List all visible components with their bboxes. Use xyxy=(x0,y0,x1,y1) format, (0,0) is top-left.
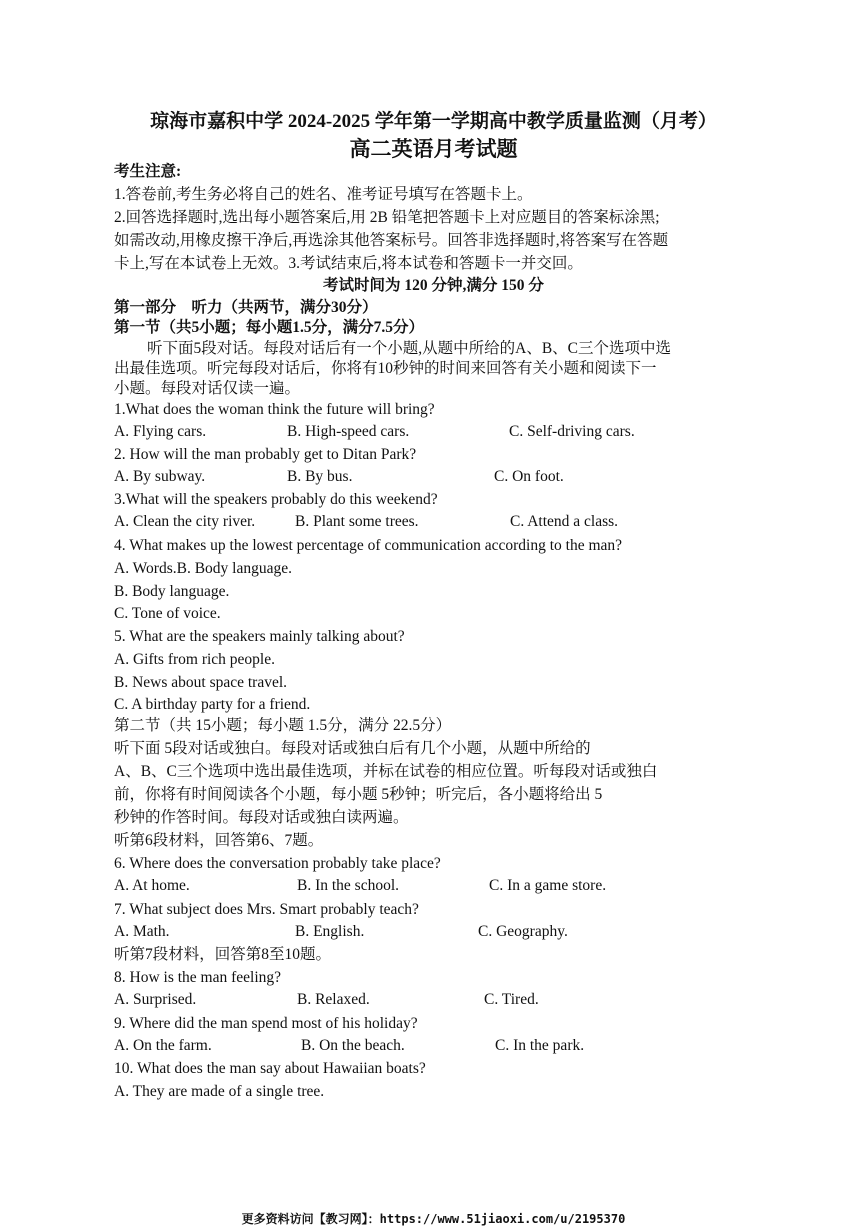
option-b: B. Body language. xyxy=(114,583,230,600)
instruction-line: 听下面5段对话。每段对话后有一个小题,从题中所给的A、B、C三个选项中选 xyxy=(147,340,671,357)
section1-heading: 第一节（共5小题；每小题1.5分，满分7.5分） xyxy=(114,319,425,336)
option-c: C. Self-driving cars. xyxy=(509,423,635,440)
option-c: C. On foot. xyxy=(494,468,564,485)
material-label: 听第6段材料，回答第6、7题。 xyxy=(114,832,324,849)
option-c: C. Geography. xyxy=(478,923,568,940)
exam-title-line1: 琼海市嘉积中学 2024-2025 学年第一学期高中教学质量监测（月考） xyxy=(150,111,717,132)
option-b: B. High-speed cars. xyxy=(287,423,410,440)
option-b: B. On the beach. xyxy=(301,1037,405,1054)
instruction-line: 小题。每段对话仅读一遍。 xyxy=(114,380,301,397)
option-c: C. Attend a class. xyxy=(510,513,619,530)
option-c: C. A birthday party for a friend. xyxy=(114,696,311,713)
notice-line: 如需改动,用橡皮擦干净后,再选涂其他答案标号。回答非选择题时,将答案写在答题 xyxy=(114,232,669,249)
instruction-line: 秒钟的作答时间。每段对话或独白读两遍。 xyxy=(114,809,409,826)
instruction-line: 前，你将有时间阅读各个小题，每小题 5秒钟；听完后，各小题将给出 5 xyxy=(114,786,603,803)
option-a: A. At home. xyxy=(114,877,190,894)
question-7: 7. What subject does Mrs. Smart probably teach? xyxy=(114,901,419,918)
option-c: C. Tone of voice. xyxy=(114,605,221,622)
question-3: 3.What will the speakers probably do this weekend? xyxy=(114,491,438,508)
option-a: A. Gifts from rich people. xyxy=(114,651,275,668)
option-a: A. They are made of a single tree. xyxy=(114,1083,325,1100)
question-10: 10. What does the man say about Hawaiian boats? xyxy=(114,1060,426,1077)
exam-title-line2: 高二英语月考试题 xyxy=(349,137,518,161)
footer-link[interactable]: 更多资料访问【教习网】：https://www.51jiaoxi.com/u/2195370 xyxy=(241,1212,626,1226)
option-c: C. In a game store. xyxy=(489,877,607,894)
part1-heading: 第一部分 听力（共两节，满分30分） xyxy=(114,299,378,316)
instruction-line: 出最佳选项。听完每段对话后，你将有10秒钟的时间来回答有关小题和阅读下一 xyxy=(114,360,657,377)
option-b: B. Plant some trees. xyxy=(295,513,419,530)
option-b: B. By bus. xyxy=(287,468,353,485)
option-a: A. Flying cars. xyxy=(114,423,207,440)
question-8: 8. How is the man feeling? xyxy=(114,969,282,986)
option-a: A. By subway. xyxy=(114,468,206,485)
notice-line: 2.回答选择题时,选出每小题答案后,用 2B 铅笔把答题卡上对应题目的答案标涂黑; xyxy=(114,209,660,226)
option-a: A. On the farm. xyxy=(114,1037,212,1054)
question-5: 5. What are the speakers mainly talking about? xyxy=(114,628,405,645)
notice-line: 1.答卷前,考生务必将自己的姓名、准考证号填写在答题卡上。 xyxy=(114,186,533,203)
material-label: 听第7段材料，回答第8至10题。 xyxy=(114,946,332,963)
option-c: C. In the park. xyxy=(495,1037,585,1054)
option-a: A. Clean the city river. xyxy=(114,513,256,530)
option-a: A. Surprised. xyxy=(114,991,197,1008)
notice-heading: 考生注意: xyxy=(114,163,182,180)
option-b: B. Relaxed. xyxy=(297,991,370,1008)
option-b: B. News about space travel. xyxy=(114,674,288,691)
notice-line: 卡上,写在本试卷上无效。3.考试结束后,将本试卷和答题卡一并交回。 xyxy=(114,255,583,272)
option-a: A. Math. xyxy=(114,923,170,940)
instruction-line: 听下面 5段对话或独白。每段对话或独白后有几个小题，从题中所给的 xyxy=(114,740,591,757)
option-b: B. In the school. xyxy=(297,877,400,894)
section2-heading: 第二节（共 15小题；每小题 1.5分，满分 22.5分） xyxy=(114,717,452,734)
option-c: C. Tired. xyxy=(484,991,539,1008)
question-9: 9. Where did the man spend most of his holiday? xyxy=(114,1015,418,1032)
option-b: B. English. xyxy=(295,923,365,940)
question-4: 4. What makes up the lowest percentage of communication according to the man? xyxy=(114,537,623,554)
instruction-line: A、B、C三个选项中选出最佳选项，并标在试卷的相应位置。听每段对话或独白 xyxy=(114,763,658,780)
question-2: 2. How will the man probably get to Ditan Park? xyxy=(114,446,417,463)
option-a: A. Words.B. Body language. xyxy=(114,560,292,577)
question-6: 6. Where does the conversation probably take place? xyxy=(114,855,441,872)
question-1: 1.What does the woman think the future will bring? xyxy=(114,401,435,418)
exam-time: 考试时间为 120 分钟,满分 150 分 xyxy=(323,277,544,294)
